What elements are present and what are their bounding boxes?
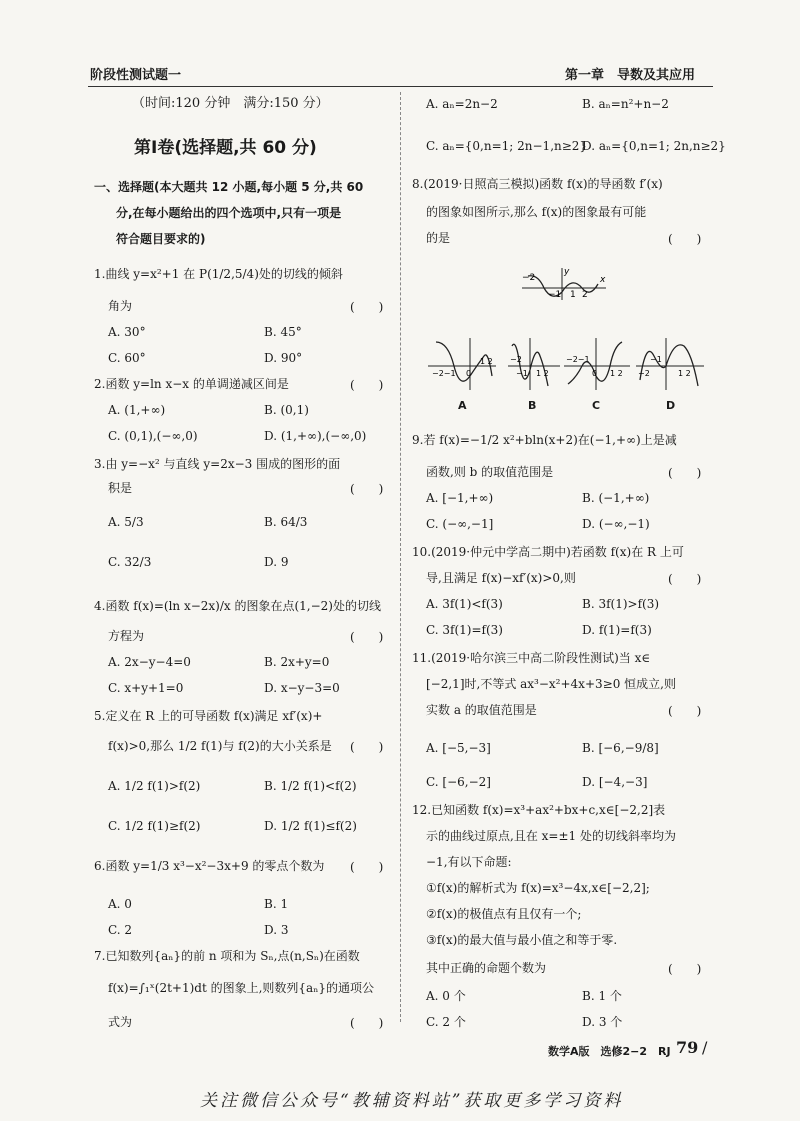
q12-stem-2: 示的曲线过原点,且在 x=±1 处的切线斜率均为 <box>426 829 676 843</box>
footer-book: 数学A版 选修2−2 RJ <box>548 1045 671 1058</box>
time-line: （时间:120 分钟 满分:150 分） <box>132 96 329 111</box>
q5-option-d: D. 1/2 f(1)≤f(2) <box>264 819 357 833</box>
q2-option-a: A. (1,+∞) <box>108 403 166 417</box>
q8-label-c: C <box>592 399 601 412</box>
q8-answer-blank: ( ) <box>668 232 702 246</box>
q3-option-a: A. 5/3 <box>108 515 144 529</box>
part-intro-3: 符合题目要求的) <box>116 232 206 246</box>
q12-statement-2: ②f(x)的极值点有且仅有一个; <box>426 907 582 921</box>
q12-statement-1: ①f(x)的解析式为 f(x)=x³−4x,x∈[−2,2]; <box>426 881 650 895</box>
q1-option-b: B. 45° <box>264 325 302 339</box>
svg-text:−2: −2 <box>510 355 522 364</box>
q8-label-a: A <box>458 399 467 412</box>
svg-text:−2: −2 <box>638 369 650 378</box>
q1-answer-blank: ( ) <box>350 300 384 314</box>
q9-option-c: C. (−∞,−1] <box>426 517 494 531</box>
q5-option-b: B. 1/2 f(1)<f(2) <box>264 779 357 793</box>
q2-stem: 2.函数 y=ln x−x 的单调递减区间是 <box>94 377 289 391</box>
header-left: 阶段性测试题一 <box>90 68 182 83</box>
q9-stem-2: 函数,则 b 的取值范围是 <box>426 465 554 479</box>
q5-option-a: A. 1/2 f(1)>f(2) <box>108 779 201 793</box>
q7-stem-3: 式为 <box>108 1015 133 1029</box>
q10-option-c: C. 3f(1)=f(3) <box>426 623 503 637</box>
q11-stem-1: 11.(2019·哈尔滨三中高二阶段性测试)当 x∈ <box>412 651 651 665</box>
q8-stem-2: 的图象如图所示,那么 f(x)的图象最有可能 <box>426 205 647 219</box>
q9-option-a: A. [−1,+∞) <box>426 491 494 505</box>
q5-option-c: C. 1/2 f(1)≥f(2) <box>108 819 201 833</box>
q7-stem-2: f(x)=∫₁ˣ(2t+1)dt 的图象上,则数列{aₙ}的通项公 <box>108 981 375 995</box>
q8-graph-c <box>562 336 632 392</box>
q9-answer-blank: ( ) <box>668 466 702 480</box>
q10-option-a: A. 3f(1)<f(3) <box>426 597 503 611</box>
svg-text:1 2: 1 2 <box>678 369 691 378</box>
column-divider <box>400 92 401 1022</box>
page-number: 79 <box>676 1038 699 1057</box>
q5-stem-2: f(x)>0,那么 1/2 f(1)与 f(2)的大小关系是 <box>108 739 332 753</box>
q8-derivative-graph <box>520 266 610 302</box>
q1-stem-1: 1.曲线 y=x²+1 在 P(1/2,5/4)处的切线的倾斜 <box>94 267 343 281</box>
header-right: 第一章 导数及其应用 <box>565 68 696 83</box>
q9-stem-1: 9.若 f(x)=−1/2 x²+bln(x+2)在(−1,+∞)上是减 <box>412 433 677 447</box>
q2-option-d: D. (1,+∞),(−∞,0) <box>264 429 367 443</box>
q6-option-b: B. 1 <box>264 897 289 911</box>
q12-stem-3: −1,有以下命题: <box>426 855 512 869</box>
svg-text:0: 0 <box>466 369 472 378</box>
svg-text:−1: −1 <box>516 369 528 378</box>
footer-slash: / <box>702 1038 708 1057</box>
q2-answer-blank: ( ) <box>350 378 384 392</box>
q3-option-d: D. 9 <box>264 555 289 569</box>
q3-option-b: B. 64/3 <box>264 515 308 529</box>
svg-text:1: 1 <box>570 290 576 300</box>
q4-option-b: B. 2x+y=0 <box>264 655 330 669</box>
q4-option-d: D. x−y−3=0 <box>264 681 340 695</box>
q10-answer-blank: ( ) <box>668 572 702 586</box>
section-title: 第Ⅰ卷(选择题,共 60 分) <box>134 138 317 158</box>
svg-text:x: x <box>600 275 606 285</box>
q1-option-a: A. 30° <box>108 325 146 339</box>
q8-graph-a <box>426 336 498 392</box>
q12-stem-1: 12.已知函数 f(x)=x³+ax²+bx+c,x∈[−2,2]表 <box>412 803 666 817</box>
svg-text:1 2: 1 2 <box>610 369 623 378</box>
q3-answer-blank: ( ) <box>350 482 384 496</box>
q6-option-d: D. 3 <box>264 923 289 937</box>
q7-option-c: C. aₙ={0,n=1; 2n−1,n≥2} <box>426 139 588 153</box>
svg-text:1 2: 1 2 <box>536 369 549 378</box>
q8-label-b: B <box>528 399 537 412</box>
q7-option-b: B. aₙ=n²+n−2 <box>582 97 669 111</box>
q8-graph-b <box>506 336 562 392</box>
q12-stem-4: 其中正确的命题个数为 <box>426 961 547 975</box>
q8-stem-3: 的是 <box>426 231 451 245</box>
q4-option-c: C. x+y+1=0 <box>108 681 184 695</box>
q4-answer-blank: ( ) <box>350 630 384 644</box>
q5-answer-blank: ( ) <box>350 740 384 754</box>
part-intro-2: 分,在每小题给出的四个选项中,只有一项是 <box>116 206 342 220</box>
q7-stem-1: 7.已知数列{aₙ}的前 n 项和为 Sₙ,点(n,Sₙ)在函数 <box>94 949 360 963</box>
svg-text:−2−1: −2−1 <box>432 369 456 378</box>
q2-option-b: B. (0,1) <box>264 403 309 417</box>
svg-text:−1: −1 <box>650 355 662 364</box>
q11-option-b: B. [−6,−9/8] <box>582 741 659 755</box>
q11-option-a: A. [−5,−3] <box>426 741 491 755</box>
q4-stem-2: 方程为 <box>108 629 145 643</box>
q5-stem-1: 5.定义在 R 上的可导函数 f(x)满足 xf′(x)+ <box>94 709 323 723</box>
svg-text:0: 0 <box>592 369 598 378</box>
q12-statement-3: ③f(x)的最大值与最小值之和等于零. <box>426 933 618 947</box>
svg-text:−2: −2 <box>522 273 536 283</box>
svg-text:1 2: 1 2 <box>480 357 493 366</box>
q2-option-c: C. (0,1),(−∞,0) <box>108 429 198 443</box>
q7-option-d: D. aₙ={0,n=1; 2n,n≥2} <box>582 139 726 153</box>
q1-option-c: C. 60° <box>108 351 146 365</box>
q12-option-c: C. 2 个 <box>426 1015 466 1029</box>
q8-label-d: D <box>666 399 676 412</box>
q1-stem-2: 角为 <box>108 299 133 313</box>
q12-option-d: D. 3 个 <box>582 1015 623 1029</box>
q12-option-a: A. 0 个 <box>426 989 466 1003</box>
q9-option-d: D. (−∞,−1) <box>582 517 650 531</box>
q3-stem-2: 积是 <box>108 481 133 495</box>
header-rule <box>88 86 713 87</box>
q4-stem-1: 4.函数 f(x)=(ln x−2x)/x 的图象在点(1,−2)处的切线 <box>94 599 381 613</box>
q6-option-c: C. 2 <box>108 923 133 937</box>
q4-option-a: A. 2x−y−4=0 <box>108 655 191 669</box>
q11-option-d: D. [−4,−3] <box>582 775 648 789</box>
q11-answer-blank: ( ) <box>668 704 702 718</box>
q8-graph-d <box>634 336 706 392</box>
q11-option-c: C. [−6,−2] <box>426 775 491 789</box>
q12-answer-blank: ( ) <box>668 962 702 976</box>
watermark: 关注微信公众号“教辅资料站”获取更多学习资料 <box>200 1091 624 1111</box>
q3-option-c: C. 32/3 <box>108 555 152 569</box>
q6-stem: 6.函数 y=1/3 x³−x²−3x+9 的零点个数为 <box>94 859 325 873</box>
svg-text:y: y <box>564 267 570 277</box>
q10-option-b: B. 3f(1)>f(3) <box>582 597 660 611</box>
svg-text:2: 2 <box>582 290 588 300</box>
q6-answer-blank: ( ) <box>350 860 384 874</box>
q10-stem-2: 导,且满足 f(x)−xf′(x)>0,则 <box>426 571 576 585</box>
q8-stem-1: 8.(2019·日照高三模拟)函数 f(x)的导函数 f′(x) <box>412 177 663 191</box>
q11-stem-2: [−2,1]时,不等式 ax³−x²+4x+3≥0 恒成立,则 <box>426 677 676 691</box>
q12-option-b: B. 1 个 <box>582 989 622 1003</box>
part-intro-1: 一、选择题(本大题共 12 小题,每小题 5 分,共 60 <box>94 180 364 194</box>
q6-option-a: A. 0 <box>108 897 132 911</box>
q7-answer-blank: ( ) <box>350 1016 384 1030</box>
q9-option-b: B. (−1,+∞) <box>582 491 650 505</box>
svg-text:−1: −1 <box>548 290 562 300</box>
q10-stem-1: 10.(2019·仲元中学高二期中)若函数 f(x)在 R 上可 <box>412 545 684 559</box>
q1-option-d: D. 90° <box>264 351 303 365</box>
q11-stem-3: 实数 a 的取值范围是 <box>426 703 537 717</box>
q10-option-d: D. f(1)=f(3) <box>582 623 652 637</box>
q3-stem-1: 3.由 y=−x² 与直线 y=2x−3 围成的图形的面 <box>94 457 341 471</box>
q7-option-a: A. aₙ=2n−2 <box>426 97 498 111</box>
svg-text:−2−1: −2−1 <box>566 355 590 364</box>
